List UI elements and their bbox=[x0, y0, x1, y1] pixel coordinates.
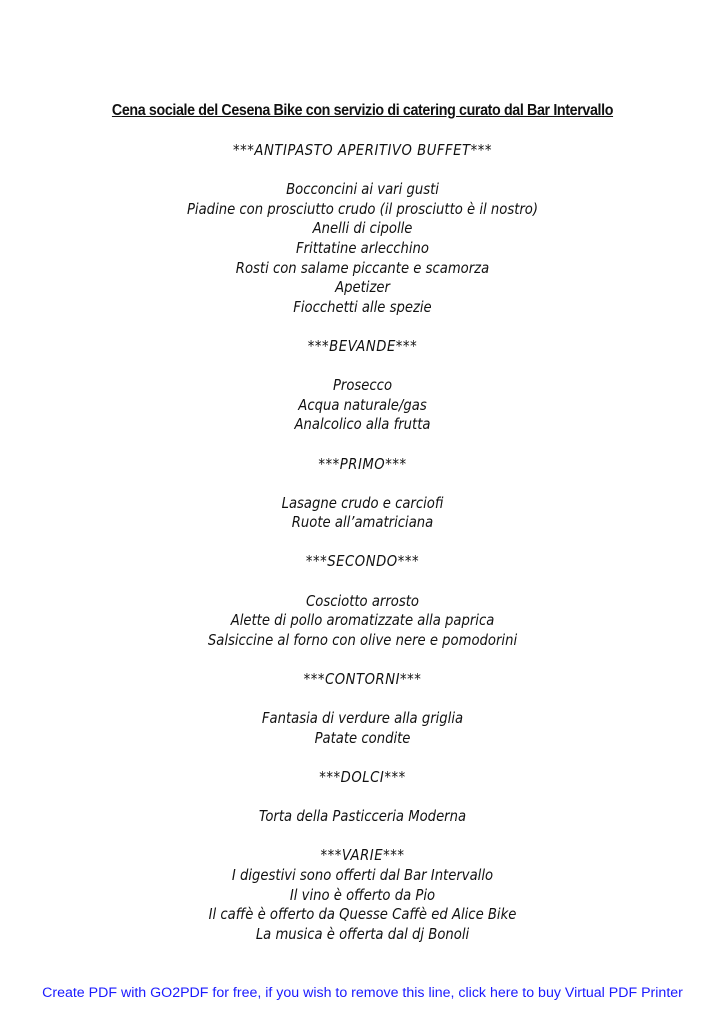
section-heading: ***PRIMO*** bbox=[318, 454, 407, 473]
menu-item: Cosciotto arrosto bbox=[306, 591, 419, 610]
section-heading: ***BEVANDE*** bbox=[307, 336, 418, 355]
menu-item: Acqua naturale/gas bbox=[298, 395, 427, 414]
menu-item: Il vino è offerto da Pio bbox=[289, 885, 436, 904]
menu-item: Alette di pollo aromatizzate alla paprica bbox=[230, 611, 495, 630]
section-heading: ***CONTORNI*** bbox=[303, 670, 422, 689]
spacer bbox=[0, 650, 725, 670]
spacer bbox=[0, 357, 725, 377]
section-heading: ***DOLCI*** bbox=[319, 768, 406, 786]
section-heading: ***ANTIPASTO APERITIVO BUFFET*** bbox=[233, 141, 492, 159]
menu-item: Analcolico alla frutta bbox=[294, 415, 431, 434]
page-title bbox=[29, 102, 696, 120]
section-heading: ***VARIE*** bbox=[320, 846, 405, 865]
menu-item: Piadine con prosciutto crudo (il prosciutto è il nostro) bbox=[186, 199, 539, 218]
menu-section bbox=[0, 670, 725, 768]
menu-item: Apetizer bbox=[335, 278, 390, 297]
menu-section bbox=[0, 455, 725, 553]
menu-item: Frittatine arlecchino bbox=[296, 238, 429, 257]
spacer bbox=[0, 690, 725, 710]
spacer bbox=[0, 317, 725, 337]
spacer bbox=[0, 474, 725, 494]
spacer bbox=[0, 572, 725, 592]
spacer bbox=[0, 748, 725, 768]
menu-item: Prosecco bbox=[332, 376, 393, 395]
menu-item: I digestivi sono offerti dal Bar Intervallo bbox=[231, 865, 494, 884]
menu-section bbox=[0, 141, 725, 337]
menu-section bbox=[0, 768, 725, 846]
menu-item: Patate condite bbox=[314, 728, 411, 747]
spacer bbox=[0, 435, 725, 455]
menu-item: La musica è offerta dal dj Bonoli bbox=[255, 924, 470, 943]
menu-item: Rosti con salame piccante e scamorza bbox=[235, 258, 490, 277]
menu-item: Ruote all’amatriciana bbox=[291, 513, 434, 532]
section-heading: ***SECONDO*** bbox=[305, 552, 420, 571]
menu-item: Il caffè è offerto da Quesse Caffè ed Alice Bike bbox=[208, 905, 517, 924]
menu-item: Bocconcini ai vari gusti bbox=[286, 180, 439, 199]
menu-item: Torta della Pasticceria Moderna bbox=[258, 807, 467, 826]
spacer bbox=[0, 788, 725, 808]
menu bbox=[0, 141, 725, 944]
spacer bbox=[0, 533, 725, 553]
menu-section bbox=[0, 552, 725, 670]
spacer bbox=[0, 161, 725, 181]
spacer bbox=[0, 827, 725, 847]
menu-item: Fantasia di verdure alla griglia bbox=[261, 709, 464, 728]
page-title-text: Cena sociale del Cesena Bike con servizio di catering curato dal Bar Intervallo bbox=[111, 102, 614, 119]
menu-item: Salsiccine al forno con olive nere e pomodorini bbox=[207, 630, 518, 649]
menu-item: Lasagne crudo e carciofi bbox=[281, 493, 444, 512]
go2pdf-link[interactable]: Create PDF with GO2PDF for free, if you wish to remove this line, click here to buy Virtual PDF Printer bbox=[42, 985, 683, 1001]
footer-banner bbox=[0, 985, 725, 1001]
menu-section bbox=[0, 846, 725, 944]
menu-section bbox=[0, 337, 725, 455]
menu-item: Fiocchetti alle spezie bbox=[293, 297, 432, 316]
menu-item: Anelli di cipolle bbox=[312, 219, 413, 238]
